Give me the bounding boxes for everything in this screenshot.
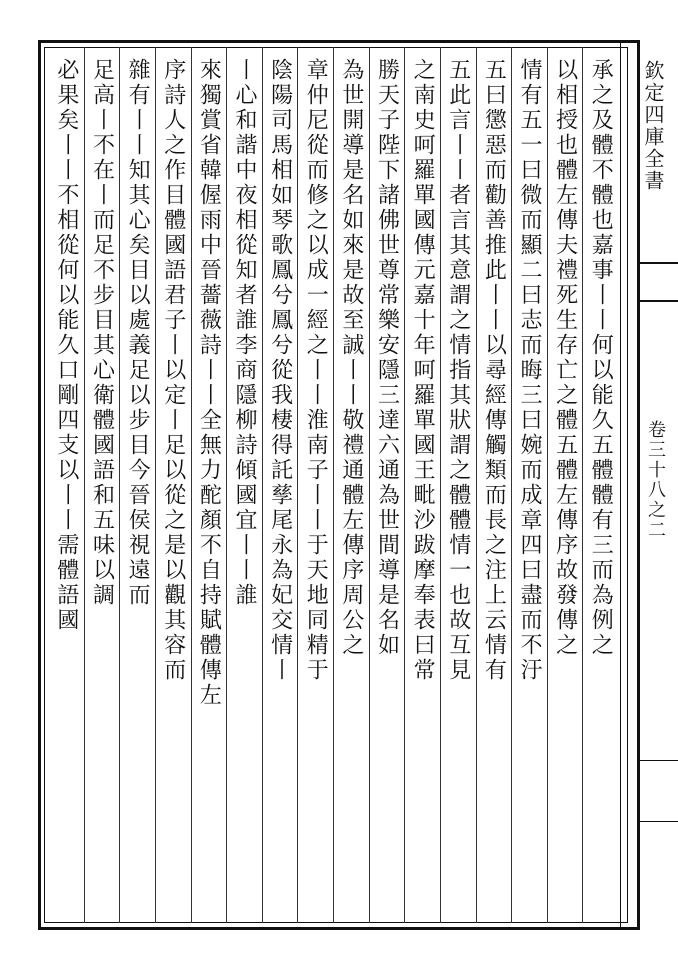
fishtail-mark-lower — [640, 760, 678, 822]
column-rule — [547, 47, 548, 923]
column-rule — [511, 47, 512, 923]
fishtail-mark — [640, 262, 678, 302]
text-column: 五曰懲惡而勸善推此丨丨以尋經傳觸類而長之注上云情有 — [481, 58, 507, 683]
column-rule — [476, 47, 477, 923]
text-column: 丨心和諧中夜相從知者誰李商隱柳詩傾國宜丨丨誰 — [231, 58, 257, 608]
text-column: 為世開導是名如來是故至誠丨丨敬禮通體左傳序周公之 — [338, 58, 364, 658]
text-column: 情有五一曰微而顯二曰志而晦三曰婉而成章四曰盡而不汙 — [516, 58, 542, 683]
text-column: 雜有丨丨知其心矣目以處義足以步目今晉侯視遠而 — [125, 58, 151, 608]
column-rule — [119, 47, 120, 923]
margin-book-title: 欽定四庫全書 — [641, 60, 665, 192]
column-rule — [155, 47, 156, 923]
text-column: 之南史呵羅單國傳元嘉十年呵羅單國王毗沙跋摩奉表曰常 — [410, 58, 436, 683]
column-rule — [369, 47, 370, 923]
column-rule — [297, 47, 298, 923]
margin-volume-label: 卷三十八之二 — [645, 420, 666, 540]
column-rule — [582, 47, 583, 923]
column-rule — [262, 47, 263, 923]
column-rule — [226, 47, 227, 923]
column-rule — [84, 47, 85, 923]
text-column: 足高丨不在丨而足不步目其心衛體國語和五味以調 — [89, 58, 115, 608]
text-column: 章仲尼從而修之以成一經之丨丨淮南子丨丨于天地同精于 — [303, 58, 329, 683]
column-rule — [404, 47, 405, 923]
column-rule — [191, 47, 192, 923]
text-column: 勝天子陛下諸佛世尊常樂安隱三達六通為世間導是名如 — [374, 58, 400, 658]
margin-band — [620, 40, 641, 930]
column-rule — [440, 47, 441, 923]
column-rule — [333, 47, 334, 923]
text-column: 五此言丨丨者言其意謂之情指其狀謂之體體情一也故互見 — [445, 58, 471, 683]
text-column: 必果矣丨丨不相從何以能久口剛四支以丨丨需體語國 — [53, 58, 79, 633]
text-column: 承之及體不體也嘉事丨丨何以能久五體體有三而為例之 — [588, 58, 614, 658]
text-column: 以相授也體左傳夫禮死生存亡之體五體左傳序故發傳之 — [552, 58, 578, 658]
text-column: 陰陽司馬相如琴歌鳳兮鳳兮從我棲得託孳尾永為妃交情丨 — [267, 58, 293, 683]
text-column: 來獨賞省韓偓雨中晉薔薇詩丨丨全無力酡顏不自持賦體傳左 — [196, 58, 222, 708]
text-column: 序詩人之作目體國語君子丨以定丨足以從之是以觀其容而 — [160, 58, 186, 683]
